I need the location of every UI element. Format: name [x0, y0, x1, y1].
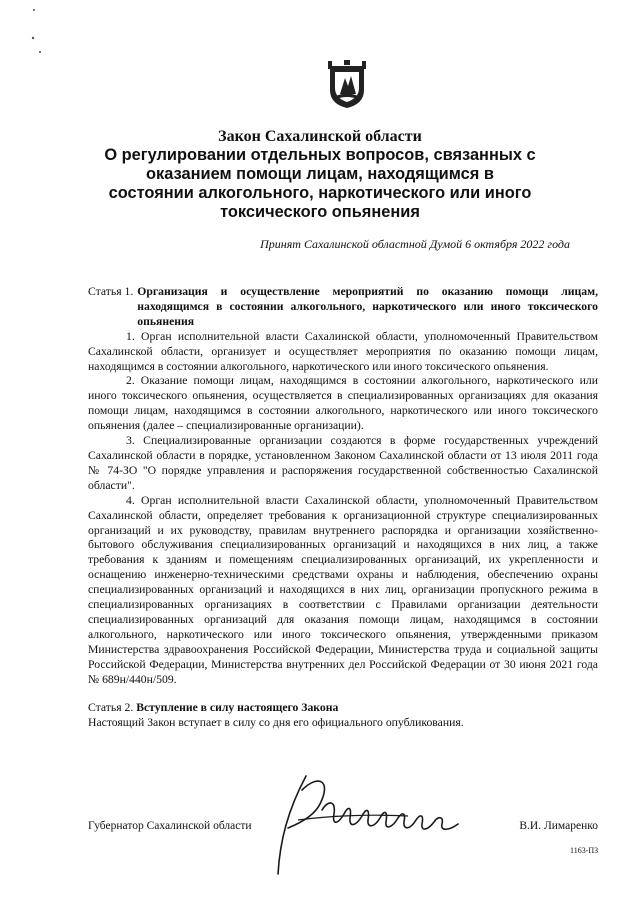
article-1-heading [88, 285, 598, 330]
article-2-heading [88, 701, 598, 716]
registration-number: 1163-ПЗ [570, 846, 599, 855]
subtitle-line: оказанием помощи лицам, находящимся в [146, 165, 494, 183]
signatory-position: Губернатор Сахалинской области [88, 820, 252, 832]
coat-of-arms-emblem [326, 60, 368, 110]
handwritten-signature [258, 770, 478, 880]
article-1-paragraph: 1. Орган исполнительной власти Сахалинской области, уполномоченный Правительством Сахалинской области, организует и осуществляет мероприятия по оказанию помощи лицам, находящимся в состоянии алкогольного, наркотического или иного токсического опьянения. [88, 329, 598, 373]
article-1-label: Статья 1. [88, 285, 134, 298]
article-1-paragraph: 4. Орган исполнительной власти Сахалинской области, уполномоченный Правительством Сахалинской области, определяет требования к организационной структуре специализированных организаций и их руководству, правилам внутреннего распорядка и организации хозяйственно-бытового обслуживания специализированных организаций и находящихся в них лиц, а также требования к зданиям и помещениям специализированных организаций, их укрепленности и оснащению инженерно-техническими средствами охраны и наблюдения, обеспечению охраны специализированных организаций и находящихся в них лиц, организации пропускного режима в специализированных организациях в соответствии с Правилами организации деятельности специализированных организаций для оказания помощи лицам, находящимся в состоянии алкогольного, наркотического или иного токсического опьянения, утвержденными приказом Министерства здравоохранения Российской Федерации, Министерства труда и социальной защиты Российской Федерации, Министерства внутренних дел Российской Федерации от 30 июня 2021 года № 689н/440н/509. [88, 493, 598, 686]
subtitle-line: состоянии алкогольного, наркотического или иного [108, 184, 532, 202]
subtitle-line: токсического опьянения [220, 203, 420, 221]
scan-specks [0, 0, 60, 70]
article-1-paragraph: 2. Оказание помощи лицам, находящимся в состоянии алкогольного, наркотического или иного токсического опьянения, осуществляется в специализированных организациях для оказания помощи лицам, находящимся в состоянии алкогольного, наркотического или иного токсического опьянения (далее – специализированные организации). [88, 374, 598, 433]
signatory-name: В.И. Лимаренко [519, 820, 598, 832]
article-1-paragraph: 3. Специализированные организации создаются в форме государственных учреждений Сахалинской области в порядке, установленном Законом Сахалинской области от 13 июля 2011 года № 74-ЗО "О порядке управления и распоряжения государственной собственностью Сахалинской области". [88, 434, 598, 492]
article-2-label: Статья 2. [88, 701, 134, 715]
law-title: Закон Сахалинской области [218, 128, 422, 145]
law-subtitle [70, 146, 570, 222]
law-body [88, 285, 598, 731]
adoption-note: Принят Сахалинской областной Думой 6 октября 2022 года [260, 237, 570, 251]
article-2-title: Вступление в силу настоящего Закона [136, 701, 339, 715]
article-1-title: Организация и осуществление мероприятий по оказанию помощи лицам, находящимся в состоянии алкогольного, наркотического или иного токсического опьянения [137, 285, 598, 328]
article-2-paragraph: Настоящий Закон вступает в силу со дня его официального опубликования. [88, 716, 464, 730]
subtitle-line: О регулировании отдельных вопросов, связанных с [104, 146, 536, 164]
